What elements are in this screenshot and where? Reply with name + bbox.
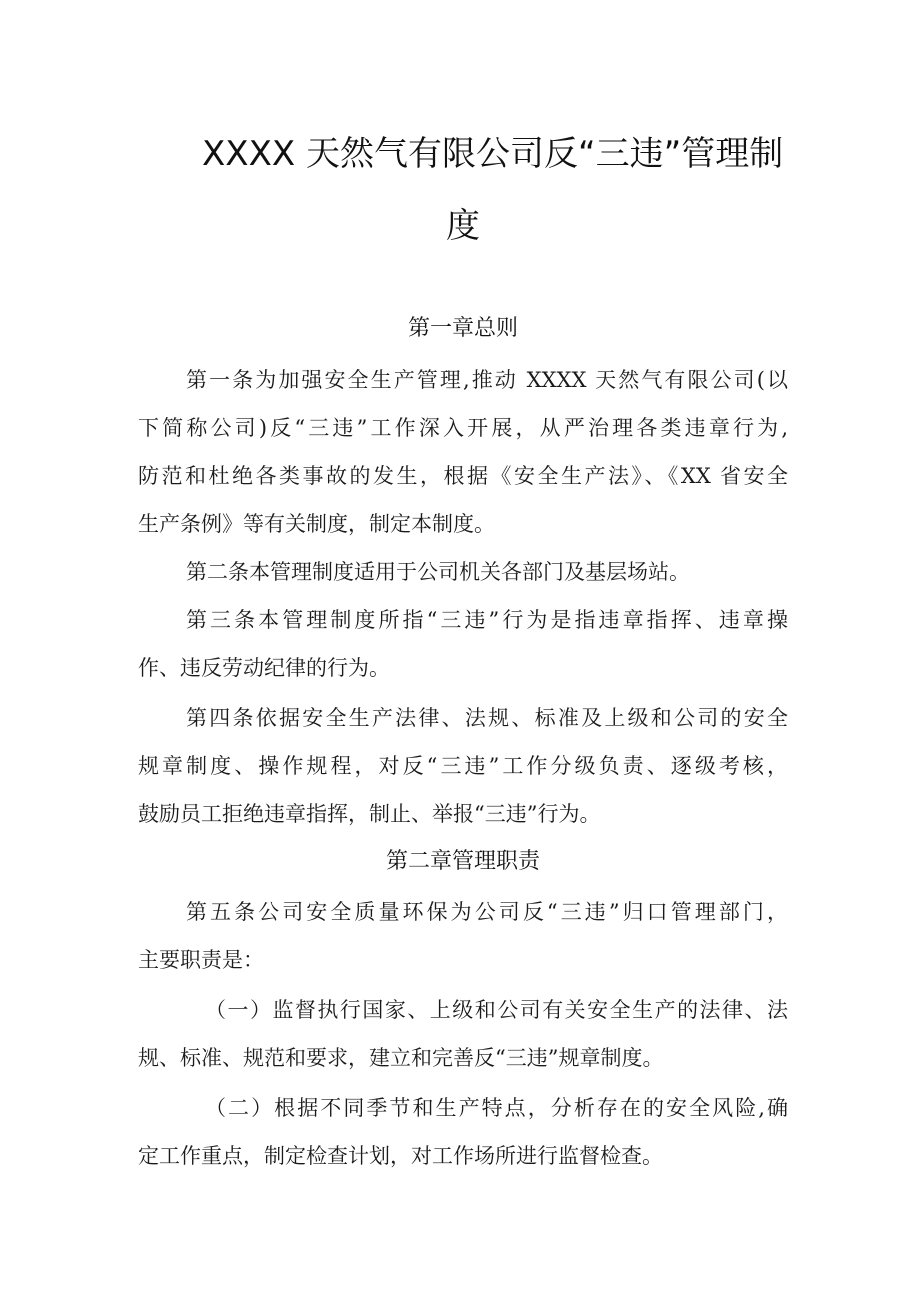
item-2-line-1: （二）根据不同季节和生产特点，分析存在的安全风险,确 [205,1096,788,1120]
article-1-line-3: 防范和杜绝各类事故的发生，根据《安全生产法》、《XX 省安全 [138,464,788,488]
article-4-line-1: 第四条依据安全生产法律、法规、标准及上级和公司的安全 [186,706,788,730]
chapter-1-heading: 第一章总则 [407,316,518,341]
item-1-line-2: 规、标准、规范和要求，建立和完善反“三违”规章制度。 [138,1046,664,1070]
chapter-2-heading: 第二章管理职责 [385,849,540,874]
document-title-line-2: 度 [446,206,480,246]
item-1-line-1: （一）监督执行国家、上级和公司有关安全生产的法律、法 [205,998,788,1022]
article-5-line-2: 主要职责是： [138,948,264,972]
article-3-line-1: 第三条本管理制度所指“三违”行为是指违章指挥、违章操 [186,608,788,632]
article-4-line-2: 规章制度、操作规程，对反“三违”工作分级负责、逐级考核， [138,754,788,778]
article-4-line-3: 鼓励员工拒绝违章指挥，制止、举报“三违”行为。 [138,802,601,826]
article-1-line-4: 生产条例》等有关制度，制定本制度。 [138,512,495,536]
item-2-line-2: 定工作重点，制定检查计划，对工作场所进行监督检查。 [138,1144,663,1168]
article-2-line-1: 第二条本管理制度适用于公司机关各部门及基层场站。 [186,560,690,584]
article-1-line-2: 下简称公司)反“三违”工作深入开展，从严治理各类违章行为, [138,416,788,440]
article-1-line-1: 第一条为加强安全生产管理,推动 XXXX 天然气有限公司(以 [186,368,788,392]
article-3-line-2: 作、违反劳动纪律的行为。 [138,656,390,680]
document-title-line-1: XXXX 天然气有限公司反“三违”管理制 [202,134,784,174]
article-5-line-1: 第五条公司安全质量环保为公司反“三违”归口管理部门， [186,900,788,924]
